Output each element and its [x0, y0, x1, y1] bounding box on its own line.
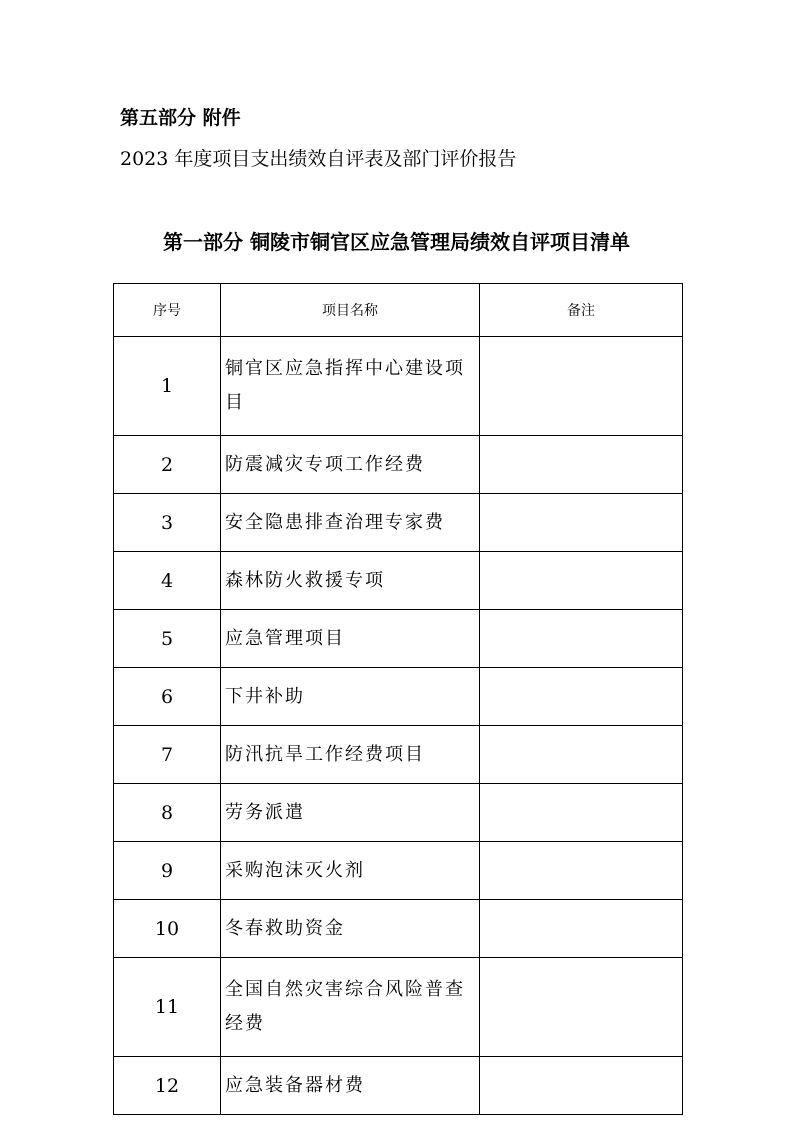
project-name-cell: 冬春救助资金: [221, 900, 480, 958]
serial-number-cell: 2: [114, 436, 221, 494]
table-title: 第一部分 铜陵市铜官区应急管理局绩效自评项目清单: [163, 230, 630, 254]
serial-number-cell: 1: [114, 337, 221, 436]
header-project-name: 项目名称: [221, 284, 480, 337]
project-name-cell: 全国自然灾害综合风险普查经费: [221, 958, 480, 1057]
table-row: [114, 1057, 683, 1115]
project-name-cell: 劳务派遣: [221, 784, 480, 842]
table-header-row: [114, 284, 683, 337]
serial-number-cell: 7: [114, 726, 221, 784]
document-subtitle: 2023 年度项目支出绩效自评表及部门评价报告: [120, 148, 517, 170]
table-row: [114, 784, 683, 842]
remark-cell: [480, 436, 683, 494]
serial-number-cell: 3: [114, 494, 221, 552]
project-name-cell: 防汛抗旱工作经费项目: [221, 726, 480, 784]
serial-number-cell: 5: [114, 610, 221, 668]
remark-cell: [480, 337, 683, 436]
table-row: [114, 842, 683, 900]
header-serial-number: 序号: [114, 284, 221, 337]
remark-cell: [480, 784, 683, 842]
serial-number-cell: 11: [114, 958, 221, 1057]
header-remark: 备注: [480, 284, 683, 337]
remark-cell: [480, 668, 683, 726]
project-name-cell: 应急装备器材费: [221, 1057, 480, 1115]
serial-number-cell: 9: [114, 842, 221, 900]
table-row: [114, 668, 683, 726]
project-name-cell: 采购泡沫灭火剂: [221, 842, 480, 900]
table-row: [114, 552, 683, 610]
project-name-cell: 铜官区应急指挥中心建设项目: [221, 337, 480, 436]
table-row: [114, 610, 683, 668]
project-list-table: [113, 283, 683, 1115]
serial-number-cell: 10: [114, 900, 221, 958]
project-name-cell: 应急管理项目: [221, 610, 480, 668]
table-row: [114, 337, 683, 436]
serial-number-cell: 6: [114, 668, 221, 726]
remark-cell: [480, 726, 683, 784]
serial-number-cell: 12: [114, 1057, 221, 1115]
remark-cell: [480, 958, 683, 1057]
remark-cell: [480, 610, 683, 668]
project-name-cell: 下井补助: [221, 668, 480, 726]
remark-cell: [480, 1057, 683, 1115]
section-heading: 第五部分 附件: [120, 107, 241, 129]
remark-cell: [480, 842, 683, 900]
remark-cell: [480, 552, 683, 610]
project-name-cell: 安全隐患排查治理专家费: [221, 494, 480, 552]
table-body: [114, 337, 683, 1115]
project-name-cell: 森林防火救援专项: [221, 552, 480, 610]
table-row: [114, 958, 683, 1057]
remark-cell: [480, 900, 683, 958]
table-row: [114, 494, 683, 552]
serial-number-cell: 8: [114, 784, 221, 842]
table-row: [114, 436, 683, 494]
table-row: [114, 726, 683, 784]
table-row: [114, 900, 683, 958]
remark-cell: [480, 494, 683, 552]
project-name-cell: 防震减灾专项工作经费: [221, 436, 480, 494]
serial-number-cell: 4: [114, 552, 221, 610]
